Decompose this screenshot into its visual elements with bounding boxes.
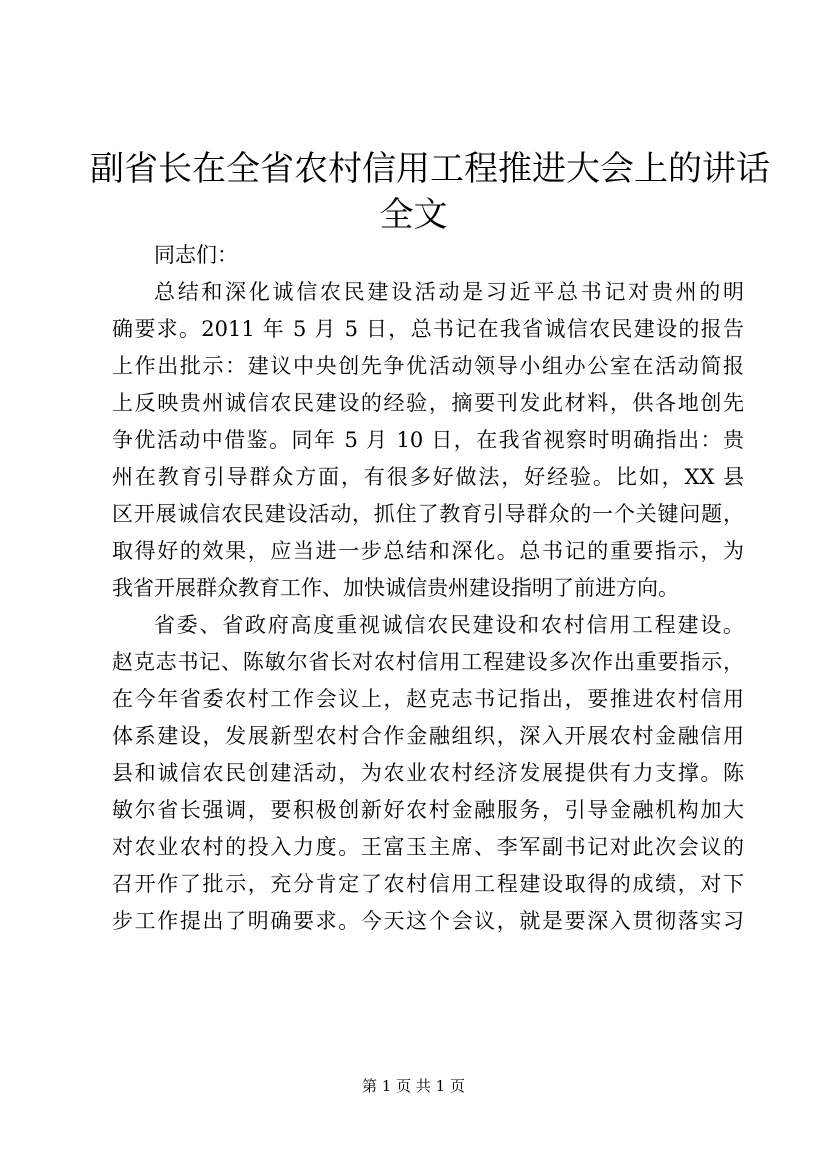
paragraph-line: 体系建设，发展新型农村合作金融组织，深入开展农村金融信用 — [112, 724, 744, 748]
paragraph-line: 省委、省政府高度重视诚信农民建设和农村信用工程建设。 — [154, 613, 744, 637]
paragraph-line: 县和诚信农民创建活动，为农业农村经济发展提供有力支撑。陈 — [112, 761, 744, 785]
paragraph-line: 召开作了批示，充分肯定了农村信用工程建设取得的成绩，对下 — [112, 872, 744, 896]
paragraph-line: 争优活动中借鉴。同年 5 月 10 日，在我省视察时明确指出：贵 — [112, 428, 744, 452]
paragraph-line: 上作出批示：建议中央创先争优活动领导小组办公室在活动简报 — [112, 354, 744, 378]
paragraph-line: 上反映贵州诚信农民建设的经验，摘要刊发此材料，供各地创先 — [112, 391, 744, 415]
paragraph-line: 步工作提出了明确要求。今天这个会议，就是要深入贯彻落实习 — [112, 909, 744, 933]
document-body — [112, 237, 744, 940]
document-title — [90, 146, 770, 238]
title-line-2: 全文 — [379, 195, 448, 235]
paragraph-line: 在今年省委农村工作会议上，赵克志书记指出，要推进农村信用 — [112, 687, 744, 711]
title-line-1: 副省长在全省农村信用工程推进大会上的讲话 — [90, 149, 770, 189]
salutation: 同志们： — [154, 243, 238, 267]
paragraph-line: 我省开展群众教育工作、加快诚信贵州建设指明了前进方向。 — [112, 576, 679, 600]
paragraph-line: 区开展诚信农民建设活动，抓住了教育引导群众的一个关键问题， — [112, 502, 744, 526]
paragraph-line: 对农业农村的投入力度。王富玉主席、李军副书记对此次会议的 — [112, 835, 744, 859]
paragraph-line: 取得好的效果，应当进一步总结和深化。总书记的重要指示，为 — [112, 539, 744, 563]
paragraph-line: 州在教育引导群众方面，有很多好做法，好经验。比如，XX 县 — [112, 465, 744, 489]
paragraph-line: 敏尔省长强调，要积极创新好农村金融服务，引导金融机构加大 — [112, 798, 744, 822]
paragraph-line: 赵克志书记、陈敏尔省长对农村信用工程建设多次作出重要指示， — [112, 650, 744, 674]
paragraph-line: 确要求。2011 年 5 月 5 日，总书记在我省诚信农民建设的报告 — [112, 317, 744, 341]
paragraph-1 — [112, 274, 744, 607]
page-footer: 第 1 页 共 1 页 — [362, 1077, 465, 1095]
paragraph-2 — [112, 607, 744, 940]
paragraph-line: 总结和深化诚信农民建设活动是习近平总书记对贵州的明 — [154, 280, 744, 304]
